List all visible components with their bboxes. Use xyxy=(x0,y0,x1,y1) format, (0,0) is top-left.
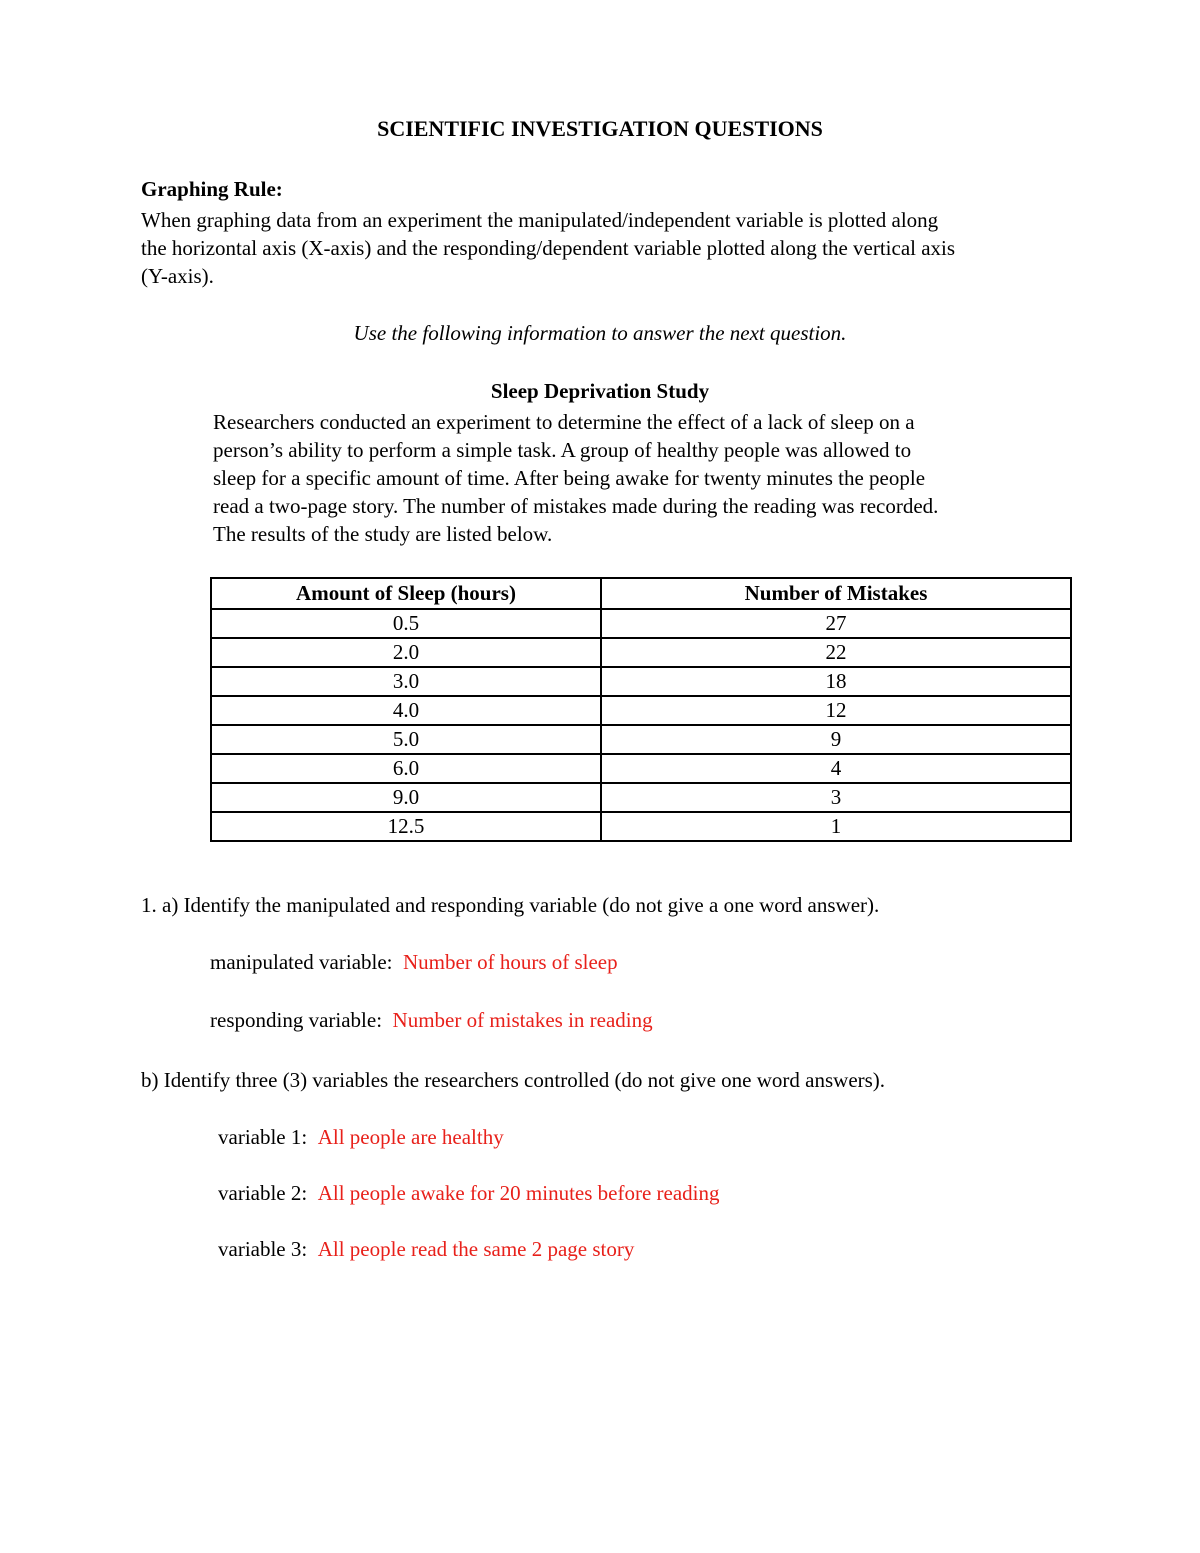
study-description-line: The results of the study are listed below. xyxy=(213,522,553,546)
controlled-variable-label: variable 3: xyxy=(218,1237,308,1261)
cell-sleep-hours: 4.0 xyxy=(211,696,601,725)
graphing-rule-line: (Y-axis). xyxy=(141,264,214,288)
manipulated-variable-label: manipulated variable: xyxy=(210,950,393,974)
table-row xyxy=(211,696,1071,725)
table-row xyxy=(211,667,1071,696)
sleep-data-table xyxy=(210,577,1072,842)
graphing-rule-line: When graphing data from an experiment the manipulated/independent variable is plotted along xyxy=(141,208,939,232)
cell-sleep-hours: 5.0 xyxy=(211,725,601,754)
cell-sleep-hours: 6.0 xyxy=(211,754,601,783)
controlled-variable-row xyxy=(218,1181,720,1206)
table-row xyxy=(211,609,1071,638)
responding-variable-label: responding variable: xyxy=(210,1008,383,1032)
cell-mistakes: 12 xyxy=(601,696,1071,725)
study-description-line: Researchers conducted an experiment to determine the effect of a lack of sleep on a xyxy=(213,410,915,434)
column-header-mistakes: Number of Mistakes xyxy=(601,578,1071,609)
study-description-line: sleep for a specific amount of time. After being awake for twenty minutes the people xyxy=(213,466,926,490)
question-1a-prompt: 1. a) Identify the manipulated and responding variable (do not give a one word answer). xyxy=(141,893,880,917)
table-row xyxy=(211,754,1071,783)
manipulated-variable-answer: Number of hours of sleep xyxy=(403,950,618,974)
cell-mistakes: 1 xyxy=(601,812,1071,841)
cell-sleep-hours: 12.5 xyxy=(211,812,601,841)
instruction-text: Use the following information to answer the next question. xyxy=(353,321,847,345)
cell-mistakes: 9 xyxy=(601,725,1071,754)
page-title: SCIENTIFIC INVESTIGATION QUESTIONS xyxy=(377,116,823,141)
controlled-variable-answer: All people read the same 2 page story xyxy=(317,1237,635,1261)
table-row xyxy=(211,783,1071,812)
study-title: Sleep Deprivation Study xyxy=(490,379,710,403)
manipulated-variable-row xyxy=(210,950,618,975)
responding-variable-row xyxy=(210,1008,653,1033)
controlled-variable-label: variable 2: xyxy=(218,1181,308,1205)
table-header-row xyxy=(211,578,1071,609)
table-row xyxy=(211,812,1071,841)
controlled-variable-answer: All people are healthy xyxy=(317,1125,504,1149)
column-header-sleep: Amount of Sleep (hours) xyxy=(211,578,601,609)
cell-mistakes: 18 xyxy=(601,667,1071,696)
study-description-line: read a two-page story. The number of mistakes made during the reading was recorded. xyxy=(213,494,939,518)
controlled-variable-row xyxy=(218,1125,504,1150)
controlled-variable-label: variable 1: xyxy=(218,1125,308,1149)
cell-sleep-hours: 3.0 xyxy=(211,667,601,696)
controlled-variable-row xyxy=(218,1237,634,1262)
cell-sleep-hours: 2.0 xyxy=(211,638,601,667)
responding-variable-answer: Number of mistakes in reading xyxy=(392,1008,653,1032)
cell-mistakes: 3 xyxy=(601,783,1071,812)
question-1b-prompt: b) Identify three (3) variables the researchers controlled (do not give one word answers). xyxy=(141,1068,886,1092)
cell-mistakes: 4 xyxy=(601,754,1071,783)
cell-mistakes: 22 xyxy=(601,638,1071,667)
controlled-variable-answer: All people awake for 20 minutes before reading xyxy=(317,1181,720,1205)
table-row xyxy=(211,725,1071,754)
graphing-rule-label: Graphing Rule: xyxy=(141,177,283,201)
cell-sleep-hours: 9.0 xyxy=(211,783,601,812)
graphing-rule-line: the horizontal axis (X-axis) and the responding/dependent variable plotted along the vertical axis xyxy=(141,236,956,260)
table-row xyxy=(211,638,1071,667)
study-description-line: person’s ability to perform a simple task. A group of healthy people was allowed to xyxy=(213,438,912,462)
cell-sleep-hours: 0.5 xyxy=(211,609,601,638)
cell-mistakes: 27 xyxy=(601,609,1071,638)
